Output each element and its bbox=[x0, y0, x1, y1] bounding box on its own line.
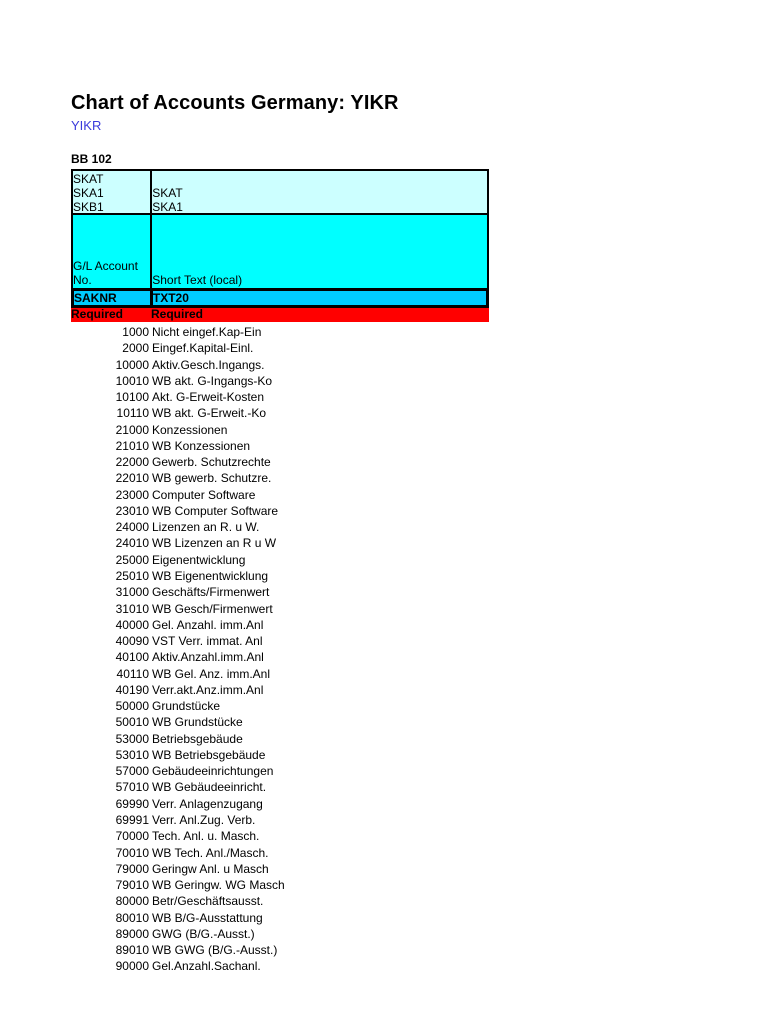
account-short-text: GWG (B/G.-Ausst.) bbox=[152, 926, 255, 941]
account-number: 10100 bbox=[115, 390, 149, 405]
account-short-text: Computer Software bbox=[152, 487, 256, 502]
account-row bbox=[71, 828, 489, 844]
account-row bbox=[71, 519, 489, 535]
account-row bbox=[71, 552, 489, 568]
account-short-text: Gebäudeeinrichtungen bbox=[152, 764, 274, 779]
account-row bbox=[71, 926, 489, 942]
account-number: 69991 bbox=[115, 812, 149, 827]
account-number: 31010 bbox=[115, 601, 149, 616]
account-short-text: WB Betriebsgebäude bbox=[152, 747, 266, 762]
table-names-col1 bbox=[73, 171, 152, 213]
account-row bbox=[71, 324, 489, 340]
account-row bbox=[71, 958, 489, 974]
account-row bbox=[71, 649, 489, 665]
block-label: BB 102 bbox=[71, 152, 112, 166]
account-row bbox=[71, 438, 489, 454]
account-row bbox=[71, 601, 489, 617]
account-row bbox=[71, 422, 489, 438]
account-number: 53000 bbox=[115, 731, 149, 746]
account-row bbox=[71, 682, 489, 698]
table-names-col2 bbox=[152, 171, 487, 213]
account-number: 40190 bbox=[115, 682, 149, 697]
account-row bbox=[71, 731, 489, 747]
account-number: 80010 bbox=[115, 910, 149, 925]
account-short-text: Nicht eingef.Kap-Ein bbox=[152, 325, 262, 339]
account-number: 10000 bbox=[115, 357, 149, 372]
technical-names-row bbox=[71, 288, 489, 308]
account-short-text: WB Eigenentwicklung bbox=[152, 568, 269, 583]
account-short-text: WB akt. G-Erweit.-Ko bbox=[152, 406, 267, 421]
account-number: 53010 bbox=[115, 747, 149, 762]
account-row bbox=[71, 796, 489, 812]
account-row bbox=[71, 487, 489, 503]
field-description-line: No. bbox=[73, 273, 92, 287]
account-number: 57010 bbox=[115, 780, 149, 795]
account-short-text: Eingef.Kapital-Einl. bbox=[152, 341, 254, 356]
account-number: 2000 bbox=[122, 341, 149, 356]
account-short-text: WB Computer Software bbox=[152, 503, 279, 518]
table-name: SKAT bbox=[152, 186, 183, 200]
account-short-text: Aktiv.Gesch.Ingangs. bbox=[152, 357, 265, 372]
account-short-text: Betr/Geschäftsausst. bbox=[152, 894, 264, 909]
account-row bbox=[71, 812, 489, 828]
account-number: 40090 bbox=[115, 634, 149, 649]
account-short-text: WB B/G-Ausstattung bbox=[152, 910, 263, 925]
account-row bbox=[71, 845, 489, 861]
account-short-text: Lizenzen an R. u W. bbox=[152, 520, 260, 535]
account-short-text: WB Tech. Anl./Masch. bbox=[152, 845, 269, 860]
account-number: 40000 bbox=[115, 617, 149, 632]
account-number: 79000 bbox=[115, 861, 149, 876]
field-description-col2 bbox=[152, 215, 487, 288]
account-row bbox=[71, 340, 489, 356]
account-short-text: Geschäfts/Firmenwert bbox=[152, 585, 270, 600]
account-number: 22000 bbox=[115, 455, 149, 470]
account-row bbox=[71, 714, 489, 730]
account-short-text: Betriebsgebäude bbox=[152, 731, 243, 746]
required-col1: Required bbox=[71, 307, 124, 321]
account-short-text: Verr. Anl.Zug. Verb. bbox=[152, 812, 256, 827]
account-row bbox=[71, 698, 489, 714]
account-number: 40100 bbox=[115, 650, 149, 665]
account-row bbox=[71, 373, 489, 389]
account-number: 24000 bbox=[115, 520, 149, 535]
account-number: 69990 bbox=[115, 796, 149, 811]
account-number: 10110 bbox=[116, 406, 149, 421]
account-short-text: Grundstücke bbox=[152, 699, 221, 714]
account-number: 10010 bbox=[115, 373, 149, 388]
account-number: 22010 bbox=[115, 471, 149, 486]
account-row bbox=[71, 942, 489, 958]
account-short-text: Akt. G-Erweit-Kosten bbox=[152, 390, 265, 405]
account-row bbox=[71, 893, 489, 909]
account-short-text: WB Konzessionen bbox=[152, 438, 251, 453]
account-short-text: Tech. Anl. u. Masch. bbox=[152, 829, 260, 844]
account-row bbox=[71, 357, 489, 373]
account-number: 70010 bbox=[115, 845, 149, 860]
page-title: Chart of Accounts Germany: YIKR bbox=[71, 92, 399, 114]
account-row bbox=[71, 470, 489, 486]
table-name: SKAT bbox=[73, 172, 104, 186]
account-short-text: WB Gesch/Firmenwert bbox=[152, 601, 273, 616]
account-short-text: WB Geringw. WG Masch bbox=[152, 878, 285, 893]
field-description-line: Short Text (local) bbox=[152, 273, 243, 287]
account-number: 23000 bbox=[115, 487, 149, 502]
account-row bbox=[71, 666, 489, 682]
account-number: 70000 bbox=[115, 829, 149, 844]
account-row bbox=[71, 877, 489, 893]
table-name: SKA1 bbox=[73, 186, 104, 200]
field-descriptions-row bbox=[71, 215, 489, 288]
account-short-text: Verr. Anlagenzugang bbox=[152, 796, 263, 811]
technical-name-col2: TXT20 bbox=[152, 291, 189, 305]
account-short-text: WB Gel. Anz. imm.Anl bbox=[152, 666, 271, 681]
account-short-text: WB Gebäudeeinricht. bbox=[152, 780, 267, 795]
account-short-text: WB Grundstücke bbox=[152, 715, 243, 730]
account-row bbox=[71, 454, 489, 470]
account-row bbox=[71, 861, 489, 877]
account-row bbox=[71, 405, 489, 421]
account-row bbox=[71, 535, 489, 551]
account-number: 1000 bbox=[122, 325, 149, 339]
account-short-text: Gel.Anzahl.Sachanl. bbox=[152, 959, 261, 974]
account-number: 21010 bbox=[115, 438, 149, 453]
required-row bbox=[71, 308, 489, 322]
account-row bbox=[71, 568, 489, 584]
account-short-text: Konzessionen bbox=[152, 422, 228, 437]
field-description-col1 bbox=[73, 215, 152, 288]
account-number: 79010 bbox=[115, 878, 149, 893]
account-row bbox=[71, 389, 489, 405]
account-number: 23010 bbox=[115, 503, 149, 518]
account-number: 21000 bbox=[115, 422, 149, 437]
account-row bbox=[71, 584, 489, 600]
account-short-text: Aktiv.Anzahl.imm.Anl bbox=[152, 650, 264, 665]
account-number: 31000 bbox=[115, 585, 149, 600]
account-number: 50010 bbox=[115, 715, 149, 730]
account-number: 24010 bbox=[115, 536, 149, 551]
account-row bbox=[71, 779, 489, 795]
account-row bbox=[71, 910, 489, 926]
account-short-text: Gel. Anzahl. imm.Anl bbox=[152, 617, 264, 632]
chart-code-subtitle: YIKR bbox=[71, 118, 102, 133]
account-number: 25010 bbox=[115, 568, 149, 583]
account-row bbox=[71, 503, 489, 519]
account-short-text: WB akt. G-Ingangs-Ko bbox=[152, 373, 273, 388]
account-number: 90000 bbox=[115, 959, 149, 974]
account-short-text: Verr.akt.Anz.imm.Anl bbox=[152, 682, 264, 697]
account-short-text: Gewerb. Schutzrechte bbox=[152, 455, 271, 470]
account-short-text: WB Lizenzen an R u W bbox=[152, 536, 277, 551]
account-number: 25000 bbox=[115, 552, 149, 567]
account-number: 80000 bbox=[115, 894, 149, 909]
field-description-line: G/L Account bbox=[73, 259, 138, 273]
required-col2: Required bbox=[151, 307, 204, 321]
account-number: 89010 bbox=[115, 943, 149, 958]
account-number: 50000 bbox=[115, 699, 149, 714]
table-name: SKB1 bbox=[73, 200, 104, 214]
account-number: 40110 bbox=[116, 666, 149, 681]
account-short-text: Eigenentwicklung bbox=[152, 552, 246, 567]
account-short-text: VST Verr. immat. Anl bbox=[152, 634, 263, 649]
account-row bbox=[71, 763, 489, 779]
account-number: 57000 bbox=[115, 764, 149, 779]
account-number: 89000 bbox=[115, 926, 149, 941]
account-short-text: WB GWG (B/G.-Ausst.) bbox=[152, 943, 278, 958]
account-row bbox=[71, 617, 489, 633]
table-names-row bbox=[71, 169, 489, 215]
account-row bbox=[71, 747, 489, 763]
technical-name-col1: SAKNR bbox=[74, 291, 153, 305]
account-short-text: Geringw Anl. u Masch bbox=[152, 861, 269, 876]
account-list bbox=[71, 324, 489, 975]
table-name: SKA1 bbox=[152, 200, 183, 214]
account-short-text: WB gewerb. Schutzre. bbox=[152, 471, 272, 486]
account-row bbox=[71, 633, 489, 649]
header-block bbox=[71, 169, 489, 322]
